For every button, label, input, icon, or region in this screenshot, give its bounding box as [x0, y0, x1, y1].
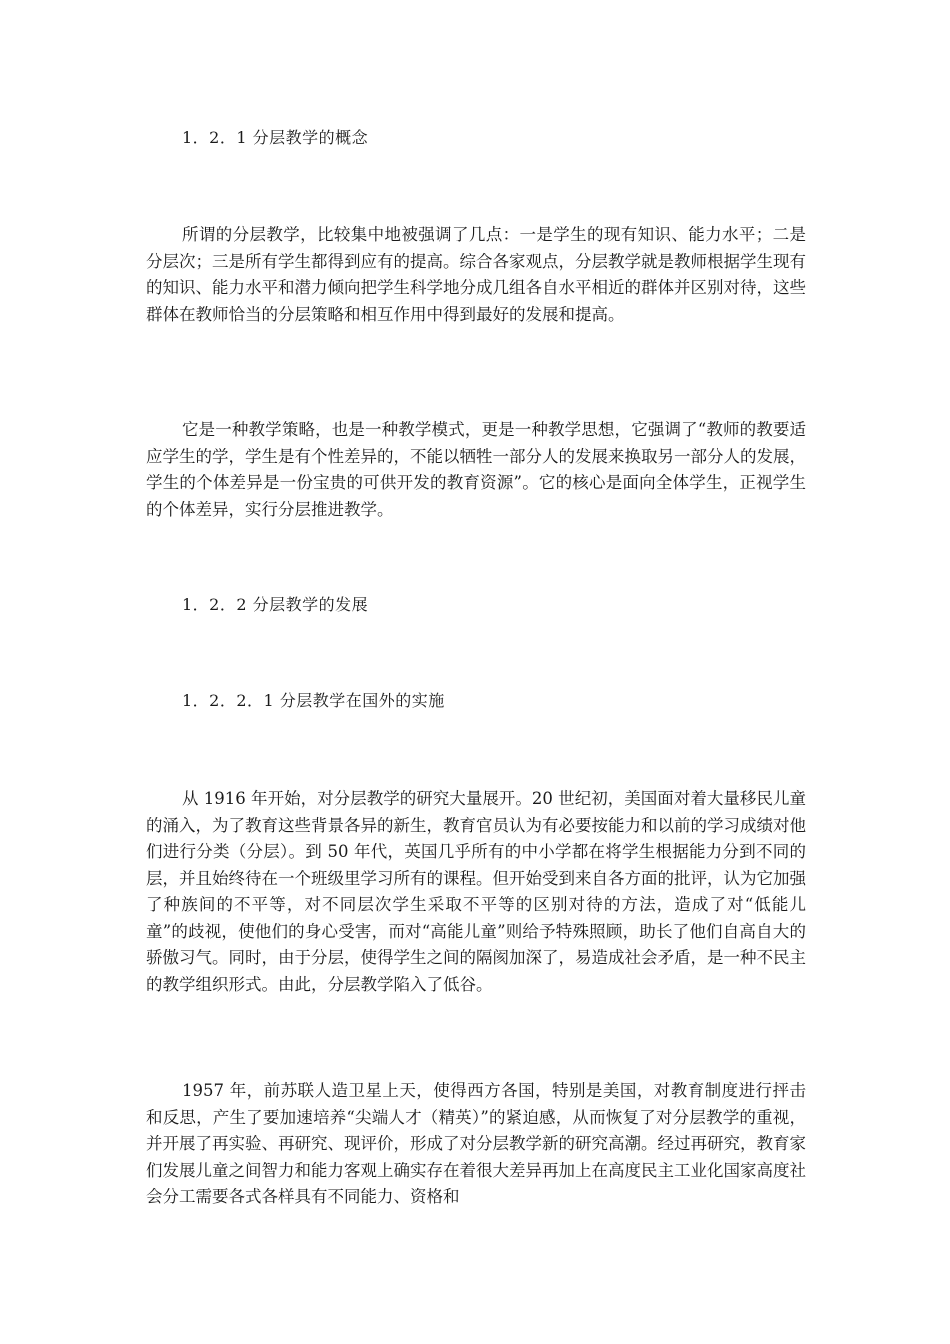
paragraph-abroad-revival: 1957 年，前苏联人造卫星上天，使得西方各国，特别是美国，对教育制度进行抨击和反思，产生了要加速培养“尖端人才（精英）”的紧迫感，从而恢复了对分层教学的重视，并开展了再实验、再研究、现评价，形成了对分层教学新的研究高潮。经过再研究，教育家们发展儿童之间智力和能力客观上确实存在着很大差异再加上在高度民主工业化国家高度社会分工需要各式各样具有不同能力、资格和 [146, 1081, 806, 1206]
section-heading-1-2-2: 1．2．2 分层教学的发展 [182, 595, 369, 614]
section-heading-1-2-1: 1．2．1 分层教学的概念 [182, 128, 369, 147]
paragraph-concept-strategy: 它是一种教学策略，也是一种教学模式，更是一种教学思想，它强调了“教师的教要适应学生的学，学生是有个性差异的，不能以牺牲一部分人的发展来换取另一部分人的发展，学生的个体差异是一份宝贵的可供开发的教育资源”。它的核心是面向全体学生，正视学生的个体差异，实行分层推进教学。 [146, 420, 806, 519]
section-heading-1-2-2-1: 1．2．2．1 分层教学在国外的实施 [182, 691, 445, 710]
paragraph-abroad-history: 从 1916 年开始，对分层教学的研究大量展开。20 世纪初，美国面对着大量移民儿童的涌入，为了教育这些背景各异的新生，教育官员认为有必要按能力和以前的学习成绩对他们进行分类（分层）。到 50 年代，英国几乎所有的中小学都在将学生根据能力分到不同的层，并且始终待在一个班级里学习所有的课程。但开始受到来自各方面的批评，认为它加强了种族间的不平等，对不同层次学生采取不平等的区别对待的方法，造成了对“低能儿童”的歧视，使他们的身心受害，而对“高能儿童”则给予特殊照顾，助长了他们自高自大的骄傲习气。同时，由于分层，使得学生之间的隔阂加深了，易造成社会矛盾，是一种不民主的教学组织形式。由此，分层教学陷入了低谷。 [146, 789, 806, 994]
paragraph-concept-definition: 所谓的分层教学，比较集中地被强调了几点：一是学生的现有知识、能力水平；二是分层次；三是所有学生都得到应有的提高。综合各家观点，分层教学就是教师根据学生现有的知识、能力水平和潜力倾向把学生科学地分成几组各自水平相近的群体并区别对待，这些群体在教师恰当的分层策略和相互作用中得到最好的发展和提高。 [146, 225, 806, 324]
